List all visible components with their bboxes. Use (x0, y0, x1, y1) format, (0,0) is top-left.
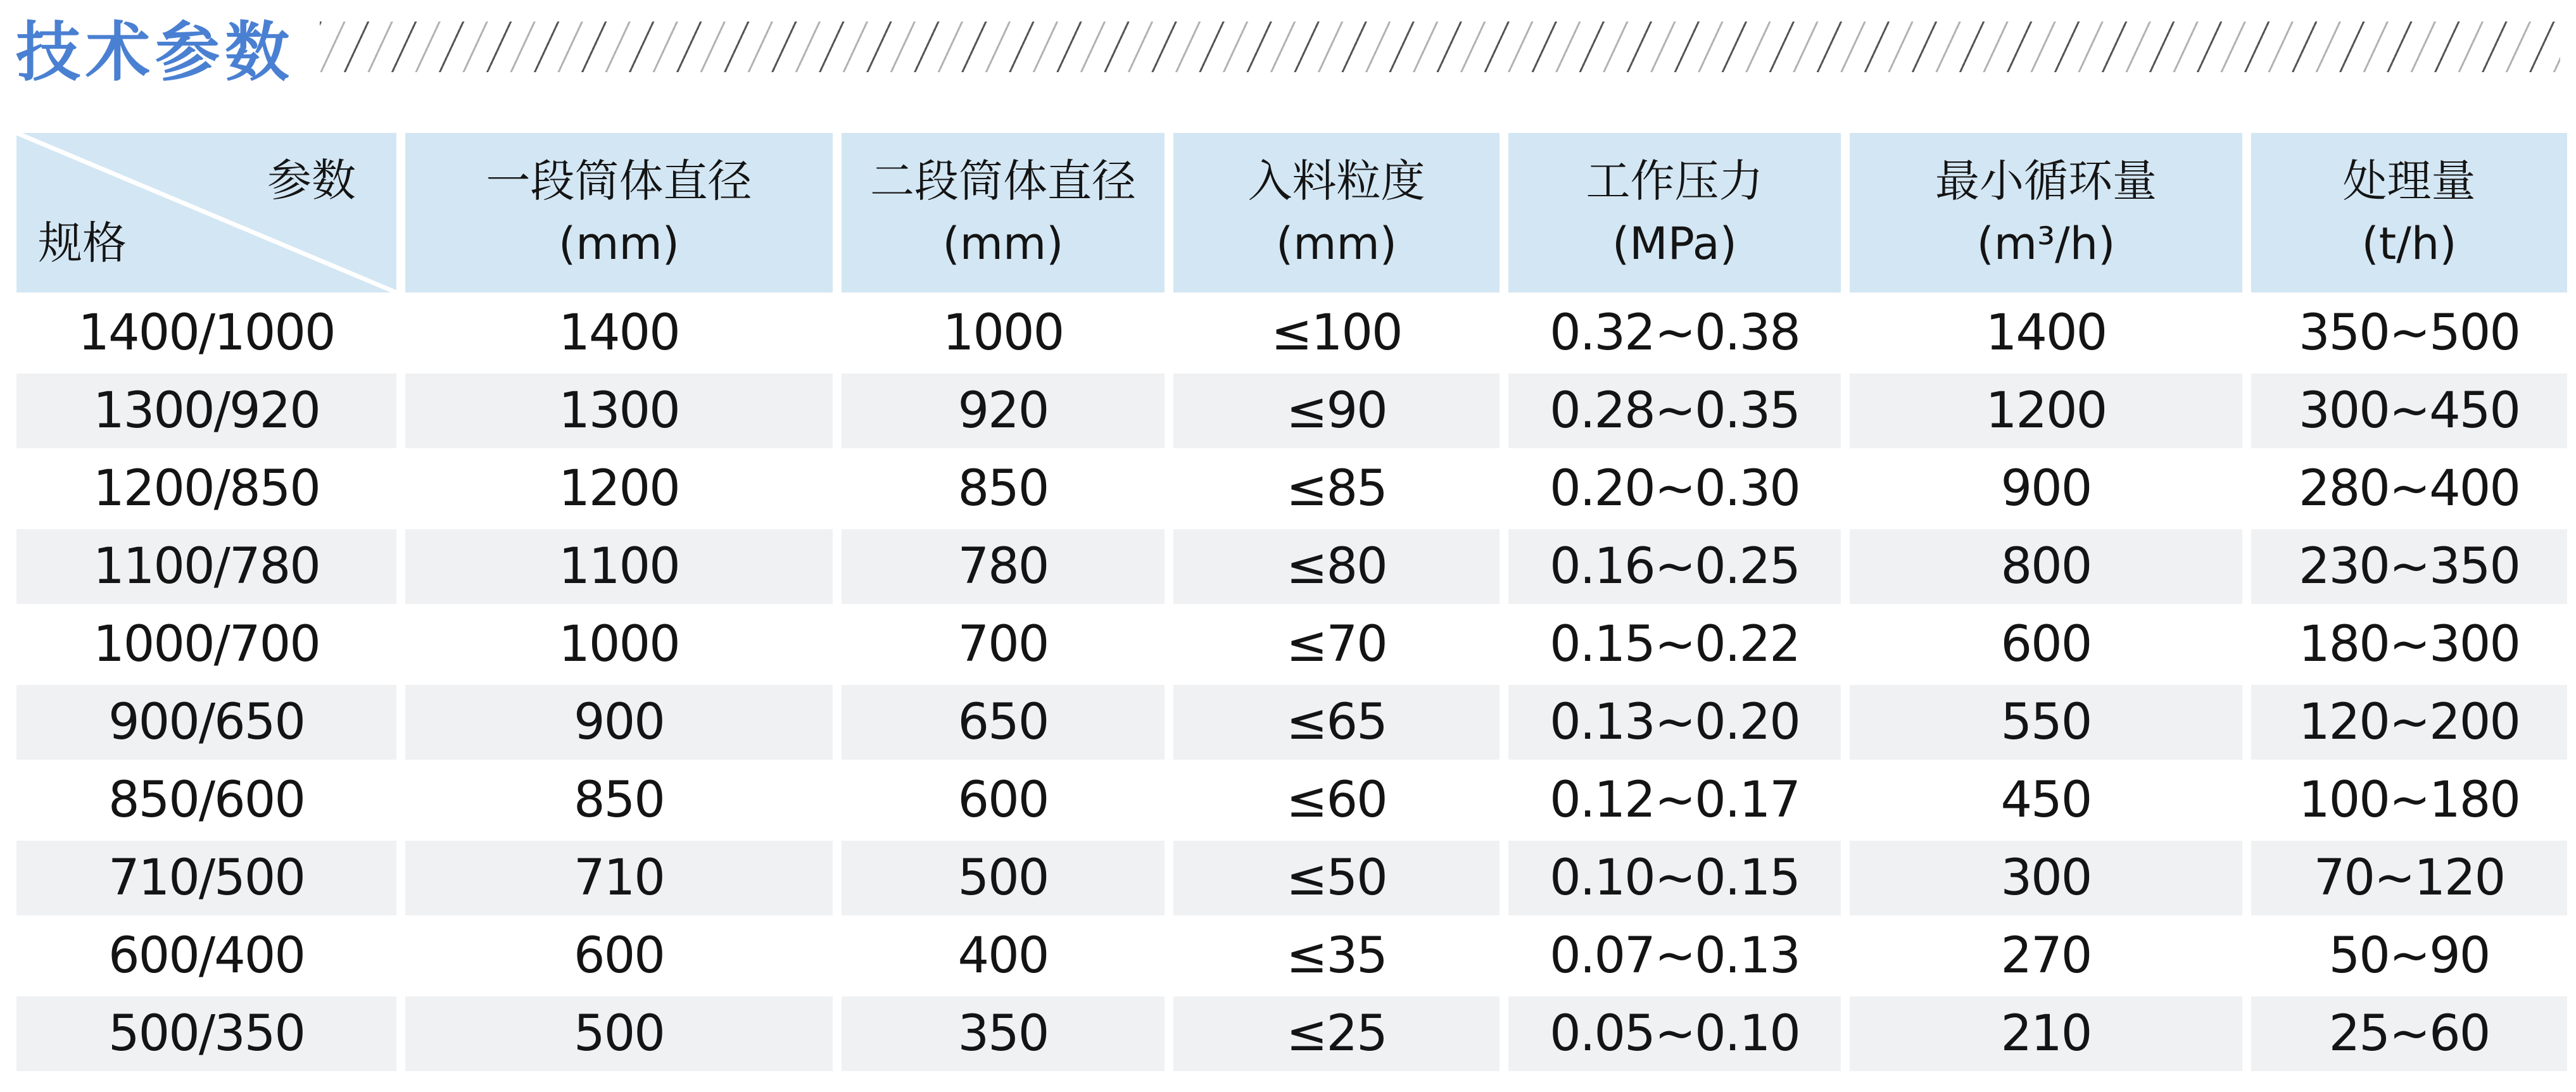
value-cell: 1400 (1850, 296, 2242, 370)
value-cell: ≤25 (1173, 996, 1500, 1071)
spec-cell: 850/600 (16, 763, 396, 838)
table-row (16, 763, 2567, 838)
column-header-label: 入料粒度 (1247, 154, 1425, 207)
value-cell: 710 (405, 841, 833, 915)
spec-cell: 1300/920 (16, 373, 396, 448)
value-cell: 1200 (405, 451, 833, 526)
value-cell: 0.13~0.20 (1508, 685, 1841, 760)
value-cell: 900 (405, 685, 833, 760)
value-cell: 450 (1850, 763, 2242, 838)
value-cell: 1400 (405, 296, 833, 370)
value-cell: 0.12~0.17 (1508, 763, 1841, 838)
value-cell: 800 (1850, 529, 2242, 604)
value-cell: 210 (1850, 996, 2242, 1071)
value-cell: 650 (842, 685, 1165, 760)
column-header (1173, 133, 1500, 292)
corner-top-label: 参数 (267, 154, 356, 206)
corner-cell (16, 133, 396, 292)
value-cell: ≤35 (1173, 919, 1500, 993)
spec-cell: 500/350 (16, 996, 396, 1071)
value-cell: ≤65 (1173, 685, 1500, 760)
value-cell: 280~400 (2251, 451, 2567, 526)
column-header-unit: (m³/h) (1976, 218, 2116, 270)
value-cell: ≤50 (1173, 841, 1500, 915)
value-cell: 270 (1850, 919, 2242, 993)
value-cell: 1200 (1850, 373, 2242, 448)
value-cell: 500 (842, 841, 1165, 915)
value-cell: 0.20~0.30 (1508, 451, 1841, 526)
value-cell: 100~180 (2251, 763, 2567, 838)
value-cell: 0.05~0.10 (1508, 996, 1841, 1071)
value-cell: 500 (405, 996, 833, 1071)
value-cell: ≤90 (1173, 373, 1500, 448)
spec-cell: 1200/850 (16, 451, 396, 526)
column-header-unit: (mm) (942, 218, 1064, 270)
value-cell: ≤70 (1173, 607, 1500, 682)
value-cell: 70~120 (2251, 841, 2567, 915)
column-header-unit: (MPa) (1612, 218, 1737, 270)
column-header (1508, 133, 1841, 292)
value-cell: 600 (405, 919, 833, 993)
value-cell: 300 (1850, 841, 2242, 915)
value-cell: 900 (1850, 451, 2242, 526)
value-cell: 180~300 (2251, 607, 2567, 682)
value-cell: 0.07~0.13 (1508, 919, 1841, 993)
table-row (16, 451, 2567, 526)
table-row (16, 685, 2567, 760)
table-row (16, 841, 2567, 915)
table-row (16, 296, 2567, 370)
value-cell: 600 (1850, 607, 2242, 682)
spec-cell: 1100/780 (16, 529, 396, 604)
header-row (16, 133, 2567, 292)
value-cell: 0.16~0.25 (1508, 529, 1841, 604)
value-cell: 1300 (405, 373, 833, 448)
column-header (405, 133, 833, 292)
value-cell: ≤100 (1173, 296, 1500, 370)
value-cell: 120~200 (2251, 685, 2567, 760)
column-header (2251, 133, 2567, 292)
value-cell: ≤80 (1173, 529, 1500, 604)
spec-cell: 1400/1000 (16, 296, 396, 370)
table-row (16, 607, 2567, 682)
value-cell: 350 (842, 996, 1165, 1071)
table-row (16, 529, 2567, 604)
value-cell: 700 (842, 607, 1165, 682)
value-cell: 0.28~0.35 (1508, 373, 1841, 448)
spec-cell: 1000/700 (16, 607, 396, 682)
value-cell: 0.15~0.22 (1508, 607, 1841, 682)
value-cell: 230~350 (2251, 529, 2567, 604)
column-header-unit: (mm) (559, 218, 679, 270)
column-header-unit: (t/h) (2361, 218, 2457, 270)
value-cell: 0.32~0.38 (1508, 296, 1841, 370)
column-header-label: 二段筒体直径 (870, 154, 1136, 207)
value-cell: 400 (842, 919, 1165, 993)
table-row (16, 373, 2567, 448)
value-cell: 25~60 (2251, 996, 2567, 1071)
hatch-decoration (320, 22, 2560, 72)
value-cell: 850 (842, 451, 1165, 526)
value-cell: 600 (842, 763, 1165, 838)
corner-bottom-label: 规格 (38, 217, 127, 269)
value-cell: 780 (842, 529, 1165, 604)
column-header (1850, 133, 2242, 292)
spec-cell: 710/500 (16, 841, 396, 915)
value-cell: 0.10~0.15 (1508, 841, 1841, 915)
value-cell: ≤60 (1173, 763, 1500, 838)
spec-table (8, 130, 2576, 1074)
value-cell: 300~450 (2251, 373, 2567, 448)
column-header (842, 133, 1165, 292)
column-header-label: 处理量 (2342, 154, 2476, 207)
value-cell: 350~500 (2251, 296, 2567, 370)
value-cell: 1000 (842, 296, 1165, 370)
value-cell: 1100 (405, 529, 833, 604)
table-row (16, 996, 2567, 1071)
spec-cell: 600/400 (16, 919, 396, 993)
value-cell: 1000 (405, 607, 833, 682)
page-title: 技术参数 (16, 15, 294, 91)
table-row (16, 919, 2567, 993)
spec-cell: 900/650 (16, 685, 396, 760)
value-cell: ≤85 (1173, 451, 1500, 526)
value-cell: 550 (1850, 685, 2242, 760)
column-header-label: 工作压力 (1586, 154, 1764, 207)
column-header-unit: (mm) (1276, 218, 1397, 270)
value-cell: 50~90 (2251, 919, 2567, 993)
column-header-label: 最小循环量 (1935, 154, 2157, 207)
column-header-label: 一段筒体直径 (486, 154, 752, 207)
value-cell: 920 (842, 373, 1165, 448)
value-cell: 850 (405, 763, 833, 838)
